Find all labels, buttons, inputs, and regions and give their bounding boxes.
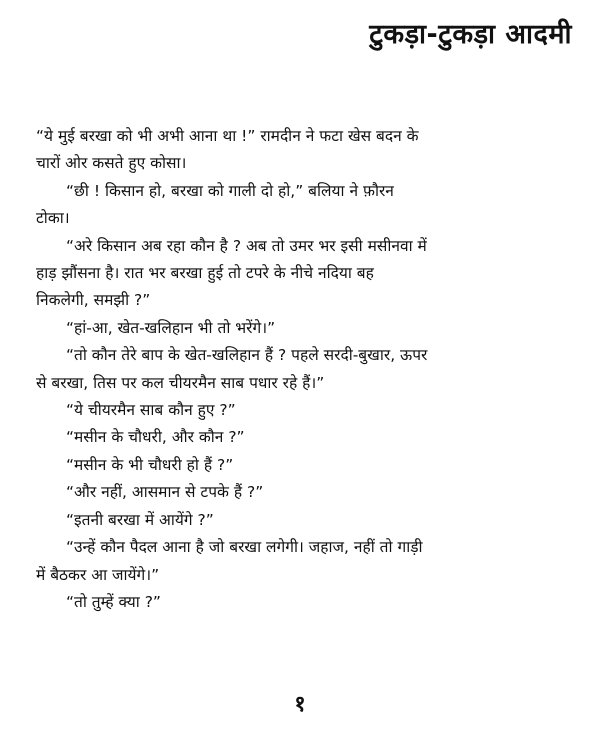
paragraph-12: “तो तुम्हें क्या ?”: [66, 592, 161, 611]
paragraph-7: “मसीन के चौधरी, और कौन ?”: [66, 428, 245, 447]
paragraph-6: “ये चीयरमैन साब कौन हुए ?”: [66, 401, 236, 420]
story-text: [36, 123, 576, 616]
paragraph-5: “तो कौन तेरे बाप के खेत-खलिहान हैं ? पहले सरदी-बुखार, ऊपर से बरखा, तिस पर कल चीयरमैन साब पधार रहे हैं।”: [36, 346, 428, 392]
paragraph-8: “मसीन के भी चौधरी हो हैं ?”: [66, 455, 234, 474]
running-header-title: टुकड़ा-टुकड़ा आदमी: [369, 19, 572, 50]
paragraph-2: “छी ! किसान हो, बरखा को गाली दो हो,” बलिया ने फ़ौरन टोका।: [36, 181, 394, 228]
paragraph-10: “इतनी बरखा में आयेंगे ?”: [66, 510, 214, 529]
paragraph-1: “ये मुई बरखा को भी अभी आना था !” रामदीन ने फटा खेस बदन के चारों ओर कसते हुए कोसा।: [36, 127, 419, 173]
paragraph-9: “और नहीं, आसमान से टपके हैं ?”: [66, 483, 264, 502]
paragraph-3: “अरे किसान अब रहा कौन है ? अब तो उमर भर इसी मसीनवा में हाड़ झौंसना है। रात भर बरखा हुई तो टपरे के नीचे नदिया बह निकलेगी, समझी ?”: [36, 236, 427, 310]
page-number: १: [294, 692, 306, 717]
paragraph-4: “हां-आ, खेत-खलिहान भी तो भरेंगे।”: [66, 318, 276, 337]
paragraph-11: “उन्हें कौन पैदल आना है जो बरखा लगेगी। जहाज, नहीं तो गाड़ी में बैठकर आ जायेंगे।”: [36, 538, 423, 584]
